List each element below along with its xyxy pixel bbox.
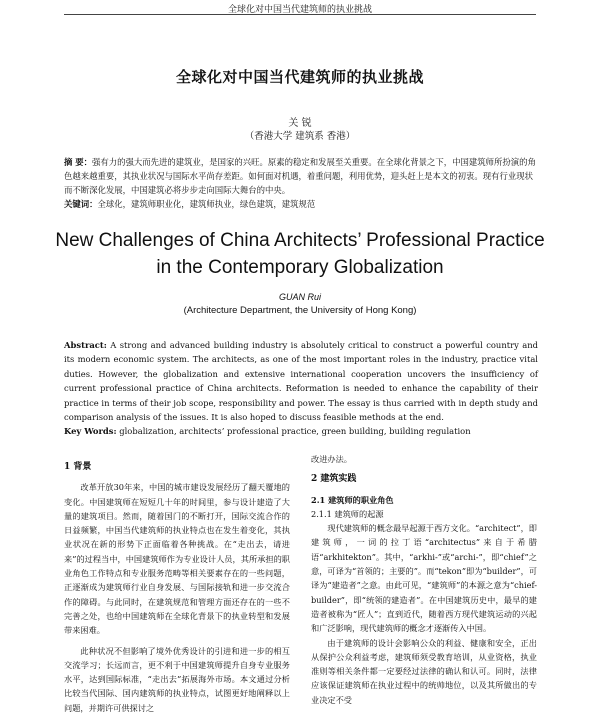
abstract-chinese-label: 摘 要： <box>64 157 93 167</box>
abstract-english-label: Abstract: <box>64 340 107 350</box>
paper-title-english <box>0 227 600 281</box>
body-paragraph: 现代建筑师的概念最早起源于西方文化。“architect”，即建筑师，一词的拉丁语“architectus”来自于希腊语“arkhitekton”。其中，“arkhi-”或“archi-”，即“chief”之意，可译为“首领的；主要的”。而“tekon”即为“builder”，可译为“建造者”之意。由此可见，“建筑师”的本源之意为“chief-builder”，即“统领的建造者”。在中国建筑历史中，最早的建造者被称为“匠人”；直到近代，随着西方现代建筑运动的兴起和广泛影响，现代建筑师的概念才逐渐传入中国。 <box>311 523 537 634</box>
keywords-chinese <box>64 197 538 211</box>
body-paragraph: 此种状况不但影响了境外优秀设计的引进和进一步的相互交流学习；长远而言，更不利于中国建筑师提升自身专业服务水平，达到国际标准，“走出去”拓展海外市场。本文通过分析比较当代国际、国内建筑师的执业特点，试图更好地阐释以上问题，并期许可供探讨之 <box>64 645 290 713</box>
abstract-chinese <box>64 155 538 197</box>
body-paragraph: 由于建筑师的设计会影响公众的利益、健康和安全，正出从保护公众利益考虑，建筑师须受教育培训，从业资格，执业准则等相关条件都一定要经过法律的确认和认可。同时，法律应该保证建筑师在执业过程中的统帅地位，以及其所做出的专业决定不受 <box>311 637 537 705</box>
author-english: GUAN Rui <box>278 292 321 302</box>
title-english-line-1: New Challenges of China Architects’ Professional Practice <box>55 230 545 251</box>
body-column-right <box>311 452 537 707</box>
abstract-english <box>64 338 538 424</box>
body-column-left <box>64 460 290 715</box>
header-rule <box>64 14 536 15</box>
running-head: 全球化对中国当代建筑师的执业挑战 <box>227 5 372 15</box>
section-heading-practice: 2 建筑实践 <box>311 474 357 485</box>
title-english-line-2: in the Contemporary Globalization <box>156 257 444 278</box>
subsection-heading: 2.1 建筑师的职业角色 <box>311 494 394 505</box>
author-chinese: 关 锐 <box>288 118 312 129</box>
keywords-chinese-label: 关键词： <box>64 199 98 209</box>
body-paragraph: 改革开放30年来，中国的城市建设发展经历了翻天覆地的变化。中国建筑师在短短几十年的时间里，参与设计建造了大量的建筑项目。然而，随着国门的不断打开，国际交流合作的日益频繁，中国当代建筑师的执业特点也在发生着变化，其执业状况在新的形势下正面临着各种挑战。在“走出去，请进来”的过程当中，中国建筑师作为专业设计人员，其所承担的职业角色工作特点和专业服务范畴等相关要素存在的一些问题，正逐渐成为建筑师行业自身发展、与国际接轨和进一步交流合作的障碍。与此同时，在建筑规范和管理方面还存在的一些不完善之处，也给中国建筑师在全球化背景下的执业转型和发展带来困难。 <box>64 482 290 636</box>
body-paragraph-continued: 改进办法。 <box>311 454 352 464</box>
section-heading-background: 1 背景 <box>64 462 92 472</box>
keywords-chinese-text: 全球化，建筑师职业化，建筑师执业，绿色建筑，建筑规范 <box>97 199 316 209</box>
paper-title-chinese: 全球化对中国当代建筑师的执业挑战 <box>175 68 424 86</box>
subsubsection-heading: 2.1.1 建筑师的起源 <box>311 508 384 519</box>
affiliation-chinese: （香港大学 建筑系 香港） <box>244 131 356 142</box>
keywords-english-label: Key Words: <box>64 426 117 436</box>
affiliation-english: (Architecture Department, the University of Hong Kong) <box>183 305 417 316</box>
abstract-chinese-text: 强有力的强大而先进的建筑业，是国家的兴旺。原素的稳定和发展至关重要。在全球化背景之下，中国建筑师所扮演的角色越来越重要，其执业状况与国际水平尚存差距。如何面对机遇，着重问题，利用优势，迎头赶上是本文的初衷。现有行业现状而不断深化发展，中国建筑必将步步走向国际大舞台的中央。 <box>64 157 536 195</box>
keywords-english <box>64 424 538 438</box>
abstract-english-text: A strong and advanced building industry is absolutely critical to construct a powerful country and its modern economic system. The architects, as one of the most important roles in the industry, practice vital duties. However, the globalization and extensive international cooperation uncovers the insufficiency of current professional practice of China architects. Reformation is needed to enhance the capability of their practice in terms of their job scope, responsibility and power. The essay is thus carried with in depth study and comparison analysis of the issues. It is also hoped to discuss feasible methods at the end. <box>64 340 538 423</box>
keywords-english-text: globalization, architects’ professional practice, green building, building regulation <box>119 426 471 436</box>
